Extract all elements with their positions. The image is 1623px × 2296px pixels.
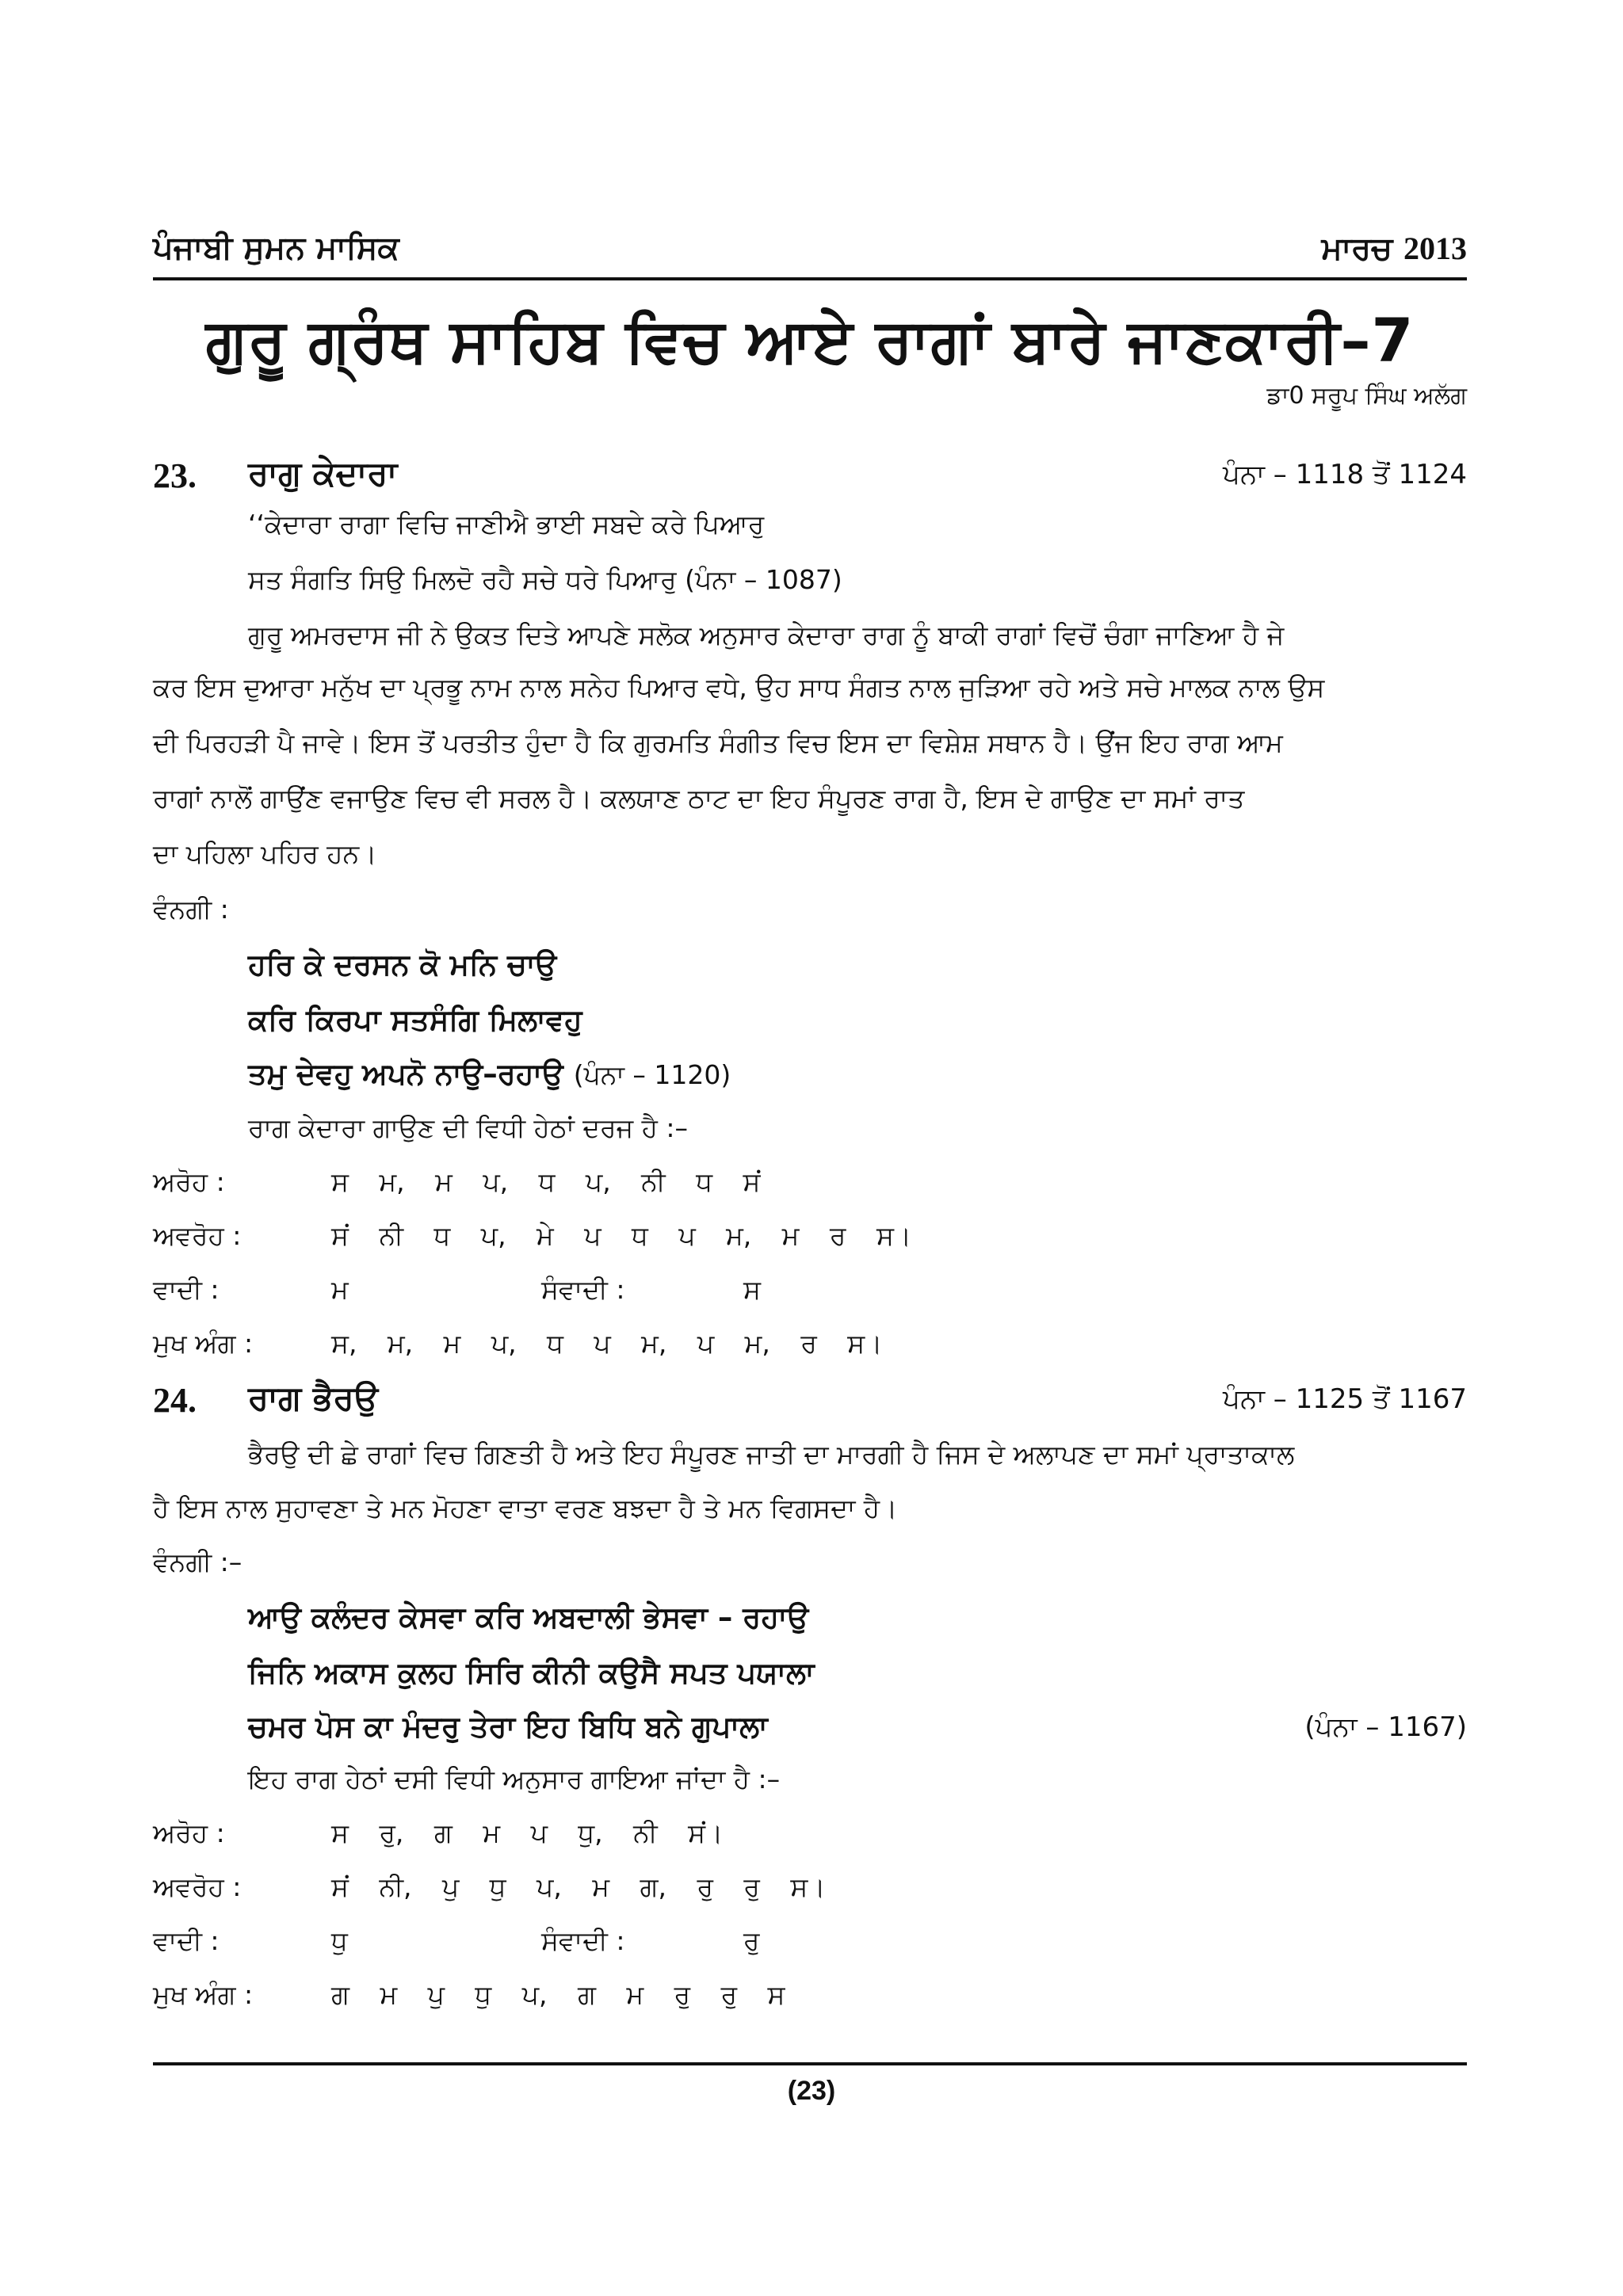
verse-line: ਆਉ ਕਲੰਦਰ ਕੇਸਵਾ ਕਰਿ ਅਬਦਾਲੀ ਭੇਸਵਾ – ਰਹਾਉ bbox=[248, 1600, 809, 1634]
example-label: ਵੰਨਗੀ : bbox=[153, 894, 229, 925]
quote-line: ‘‘ਕੇਦਾਰਾ ਰਾਗਾ ਵਿਚਿ ਜਾਣੀਐ ਭਾਈ ਸਬਦੇ ਕਰੇ ਪਿਆਰੁ bbox=[248, 509, 765, 540]
paragraph-line: ਕਰ ਇਸ ਦੁਆਰਾ ਮਨੁੱਖ ਦਾ ਪ੍ਰਭੂ ਨਾਮ ਨਾਲ ਸਨੇਹ ਪਿਆਰ ਵਧੇ, ਉਹ ਸਾਧ ਸੰਗਤ ਨਾਲ ਜੁੜਿਆ ਰਹੇ ਅਤੇ ਸਚੇ ਮਾਲਕ ਨਾਲ ਉਸ bbox=[153, 672, 1325, 703]
scale-label: ਅਰੋਹ : bbox=[153, 1817, 225, 1848]
section-title: ਰਾਗ ਭੈਰਉ bbox=[248, 1379, 379, 1417]
paragraph-line: ਹੈ ਇਸ ਨਾਲ ਸੁਹਾਵਣਾ ਤੇ ਮਨ ਮੋਹਣਾ ਵਾਤਾ ਵਰਣ ਬਝਦਾ ਹੈ ਤੇ ਮਨ ਵਿਗਸਦਾ ਹੈ। bbox=[153, 1493, 898, 1524]
paragraph-line: ਭੈਰਉ ਦੀ ਛੇ ਰਾਗਾਂ ਵਿਚ ਗਿਣਤੀ ਹੈ ਅਤੇ ਇਹ ਸੰਪੂਰਣ ਜਾਤੀ ਦਾ ਮਾਰਗੀ ਹੈ ਜਿਸ ਦੇ ਅਲਾਪਣ ਦਾ ਸਮਾਂ ਪ੍ਰਾਤਾਕਾਲ bbox=[248, 1439, 1295, 1470]
scale-row-aroh bbox=[153, 1817, 1467, 1857]
samvadi-label: ਸੰਵਾਦੀ : bbox=[541, 1274, 625, 1305]
paragraph-line: ਰਾਗਾਂ ਨਾਲੋਂ ਗਾਉਂਣ ਵਜਾਉਣ ਵਿਚ ਵੀ ਸਰਲ ਹੈ। ਕਲਯਾਣ ਠਾਟ ਦਾ ਇਹ ਸੰਪੂਰਣ ਰਾਗ ਹੈ, ਇਸ ਦੇ ਗਾਉਣ ਦਾ ਸਮਾਂ ਰਾਤ bbox=[153, 783, 1245, 814]
page-number: (23) bbox=[787, 2076, 836, 2106]
scale-row-avroh bbox=[153, 1871, 1467, 1911]
verse-text: ਤਮੁ ਦੇਵਹੁ ਅਪਨੋ ਨਾਉ–ਰਹਾਉ bbox=[248, 1057, 563, 1091]
mukh-ang-label: ਮੁਖ ਅੰਗ : bbox=[153, 1979, 254, 2010]
verse-line: ਕਰਿ ਕਿਰਪਾ ਸਤਸੰਗਿ ਮਿਲਾਵਹੁ bbox=[248, 1003, 582, 1037]
section-page-range: ਪੰਨਾ – 1125 ਤੋਂ 1167 bbox=[1223, 1383, 1467, 1415]
mukh-ang-notes: ਗ ਮ ਪੁ ਧੁ ਪ, ਗ ਮ ਰੁ ਰੁ ਸ bbox=[331, 1979, 785, 2010]
verse-line: ਹਰਿ ਕੇ ਦਰਸਨ ਕੋ ਮਨਿ ਚਾਉ bbox=[248, 948, 557, 982]
paragraph-line: ਦਾ ਪਹਿਲਾ ਪਹਿਰ ਹਨ। bbox=[153, 838, 377, 869]
verse-line: ਜਿਨਿ ਅਕਾਸ ਕੁਲਹ ਸਿਰਿ ਕੀਨੀ ਕਉਸੈ ਸਪਤ ਪਯਾਲਾ bbox=[248, 1656, 815, 1690]
mukh-ang-row bbox=[153, 1979, 1467, 2019]
section-heading-24 bbox=[153, 1380, 1467, 1425]
samvadi-label: ਸੰਵਾਦੀ : bbox=[541, 1925, 625, 1956]
scale-label: ਅਵਰੋਹ : bbox=[153, 1220, 242, 1251]
section-title: ਰਾਗੁ ਕੇਦਾਰਾ bbox=[248, 454, 398, 493]
scale-label: ਅਵਰੋਹ : bbox=[153, 1871, 242, 1902]
scale-notes: ਸ ਮ, ਮ ਪ, ਧ ਪ, ਨੀ ਧ ਸਂ bbox=[331, 1166, 761, 1197]
vadi-label: ਵਾਦੀ : bbox=[153, 1925, 220, 1956]
scale-label: ਅਰੋਹ : bbox=[153, 1166, 225, 1197]
section-number: 24. bbox=[153, 1381, 197, 1420]
samvadi-note: ਸ bbox=[743, 1274, 761, 1305]
header-rule bbox=[153, 277, 1467, 280]
mukh-ang-notes: ਸ, ਮ, ਮ ਪ, ਧ ਪ ਮ, ਪ ਮ, ਰ ਸ। bbox=[331, 1328, 883, 1359]
vadi-label: ਵਾਦੀ : bbox=[153, 1274, 220, 1305]
section-number: 23. bbox=[153, 456, 197, 495]
vadi-row bbox=[153, 1925, 1467, 1965]
vadi-note: ਧੁ bbox=[331, 1925, 348, 1956]
verse-reference: (ਪੰਨਾ – 1167) bbox=[1304, 1711, 1467, 1743]
paragraph-line: ਦੀ ਪਿਰਹੜੀ ਪੈ ਜਾਵੇ। ਇਸ ਤੋਂ ਪਰਤੀਤ ਹੁੰਦਾ ਹੈ ਕਿ ਗੁਰਮਤਿ ਸੰਗੀਤ ਵਿਚ ਇਸ ਦਾ ਵਿਸ਼ੇਸ਼ ਸਥਾਨ ਹੈ। ਉਂਜ ਇਹ ਰਾਗ ਆਮ bbox=[153, 727, 1283, 758]
issue-year: 2013 bbox=[1403, 231, 1467, 266]
mukh-ang-row bbox=[153, 1328, 1467, 1367]
section-page-range: ਪੰਨਾ – 1118 ਤੋਂ 1124 bbox=[1223, 459, 1467, 490]
method-intro: ਇਹ ਰਾਗ ਹੇਠਾਂ ਦਸੀ ਵਿਧੀ ਅਨੁਸਾਰ ਗਾਇਆ ਜਾਂਦਾ ਹੈ :– bbox=[248, 1764, 781, 1794]
magazine-name: ਪੰਜਾਬੀ ਸੁਮਨ ਮਾਸਿਕ bbox=[153, 230, 399, 266]
quote-line: ਸਤ ਸੰਗਤਿ ਸਿਉ ਮਿਲਦੋ ਰਹੈ ਸਚੇ ਧਰੇ ਪਿਆਰੁ (ਪੰਨਾ – 1087) bbox=[248, 564, 842, 595]
scale-notes: ਸਂ ਨੀ, ਪੁ ਧੁ ਪ, ਮ ਗ, ਰੁ ਰੁ ਸ। bbox=[331, 1871, 826, 1902]
article-title: ਗੁਰੂ ਗ੍ਰੰਥ ਸਾਹਿਬ ਵਿਚ ਆਏ ਰਾਗਾਂ ਬਾਰੇ ਜਾਣਕਾਰੀ–7 bbox=[205, 305, 1415, 376]
issue-date bbox=[1322, 230, 1467, 267]
footer-rule bbox=[153, 2062, 1467, 2065]
method-intro: ਰਾਗ ਕੇਦਾਰਾ ਗਾਉਣ ਦੀ ਵਿਧੀ ਹੇਠਾਂ ਦਰਜ ਹੈ :– bbox=[248, 1112, 689, 1143]
mukh-ang-label: ਮੁਖ ਅੰਗ : bbox=[153, 1328, 254, 1359]
scale-row-aroh bbox=[153, 1166, 1467, 1206]
scale-notes: ਸ ਰੁ, ਗ ਮ ਪ ਧੁ, ਨੀ ਸਂ। bbox=[331, 1817, 724, 1848]
paragraph-line: ਗੁਰੂ ਅਮਰਦਾਸ ਜੀ ਨੇ ਉਕਤ ਦਿਤੇ ਆਪਣੇ ਸਲੋਕ ਅਨੁਸਾਰ ਕੇਦਾਰਾ ਰਾਗ ਨੂੰ ਬਾਕੀ ਰਾਗਾਂ ਵਿਚੋਂ ਚੰਗਾ ਜਾਣਿਆ ਹੈ ਜੇ bbox=[248, 620, 1285, 650]
verse-line: ਚਮਰ ਪੋਸ ਕਾ ਮੰਦਰੁ ਤੇਰਾ ਇਹ ਬਿਧਿ ਬਨੇ ਗੁਪਾਲਾ bbox=[248, 1710, 768, 1744]
section-heading-23 bbox=[153, 456, 1467, 500]
vadi-row bbox=[153, 1274, 1467, 1314]
page-header bbox=[153, 230, 1467, 277]
vadi-note: ਮ bbox=[331, 1274, 349, 1305]
scale-notes: ਸਂ ਨੀ ਧ ਪ, ਮੇ ਪ ਧ ਪ ਮ, ਮ ਰ ਸ। bbox=[331, 1220, 912, 1251]
verse-reference: (ਪੰਨਾ – 1120) bbox=[573, 1059, 731, 1090]
example-label: ਵੰਨਗੀ :– bbox=[153, 1547, 242, 1577]
samvadi-note: ਰੁ bbox=[743, 1925, 760, 1956]
verse-line bbox=[248, 1057, 731, 1092]
article-author: ਡਾ0 ਸਰੂਪ ਸਿੰਘ ਅਲੱਗ bbox=[1266, 382, 1467, 410]
issue-month: ਮਾਰਚ bbox=[1321, 231, 1393, 267]
scale-row-avroh bbox=[153, 1220, 1467, 1260]
